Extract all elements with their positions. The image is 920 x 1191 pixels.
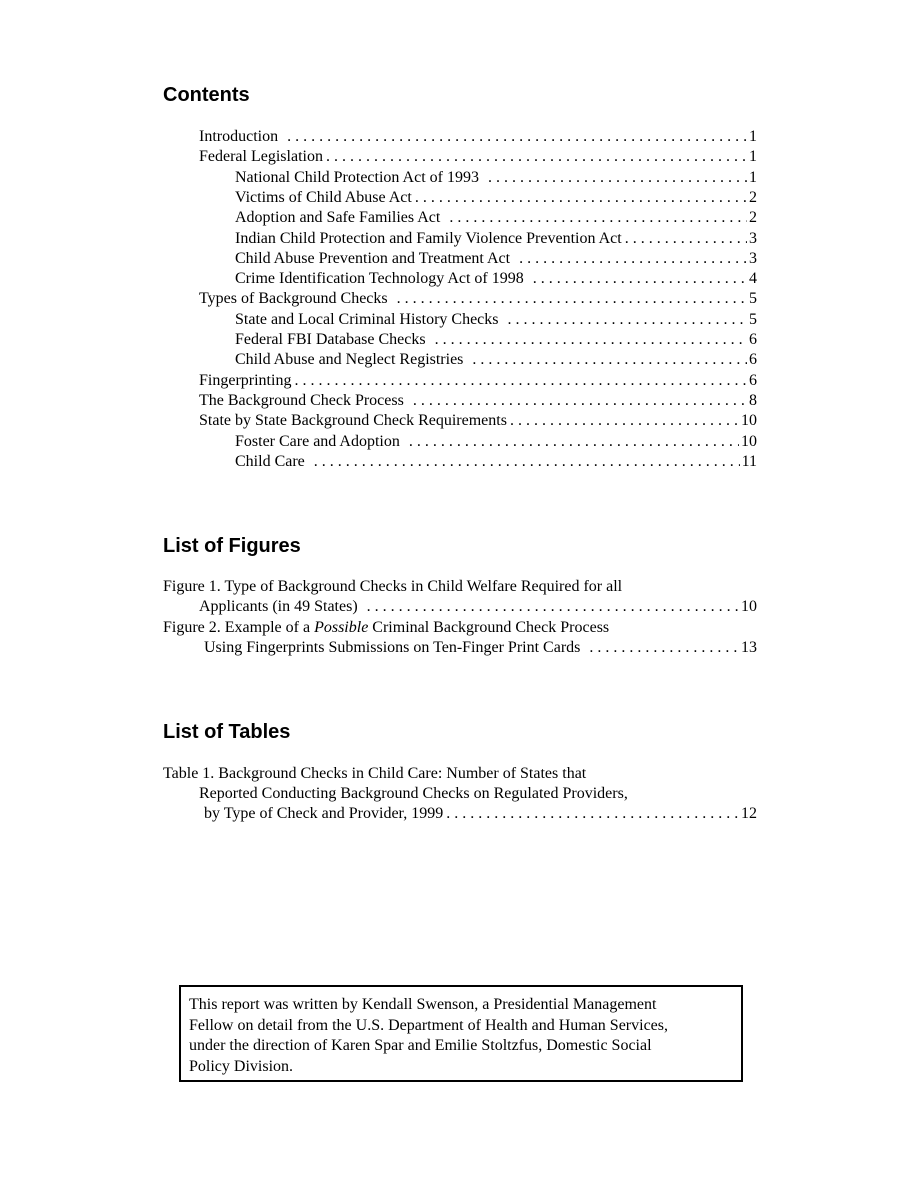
toc-leader-dots [367, 597, 739, 617]
author-note-line-3: under the direction of Karen Spar and Emilie Stoltzfus, Domestic Social [189, 1037, 652, 1054]
toc-entry-federal-fbi-database-checks[interactable] [235, 330, 757, 350]
figure-2-caption-suffix: Criminal Background Check Process [368, 619, 610, 636]
toc-leader-dots [435, 330, 747, 350]
toc-entry-title: State and Local Criminal History Checks [235, 311, 499, 328]
figure-1-caption-line-1: Figure 1. Type of Background Checks in Child Welfare Required for all [163, 578, 623, 595]
toc-leader-dots [287, 127, 747, 147]
table-1-entry[interactable] [204, 804, 757, 824]
toc-entry-title: Fingerprinting [199, 372, 292, 389]
toc-leader-dots [449, 208, 747, 228]
toc-entry-types-of-background-checks[interactable] [199, 289, 757, 309]
author-note-line-2: Fellow on detail from the U.S. Department of Health and Human Services, [189, 1016, 668, 1034]
figure-2-caption-line-1 [163, 618, 609, 638]
toc-entry-page: 5 [749, 311, 757, 328]
toc-entry-title: National Child Protection Act of 1993 [235, 169, 479, 186]
toc-entry-title: The Background Check Process [199, 392, 404, 409]
toc-entry-fingerprinting[interactable] [199, 371, 757, 391]
toc-leader-dots [589, 638, 739, 658]
figure-2-page: 13 [741, 639, 757, 656]
toc-entry-title: Child Care [235, 453, 305, 470]
toc-entry-page: 6 [749, 331, 757, 348]
tables-heading: List of Tables [163, 721, 291, 743]
toc-entry-introduction[interactable] [199, 127, 757, 147]
toc-entry-victims-of-child-abuse-act[interactable] [235, 188, 757, 208]
toc-leader-dots [533, 269, 747, 289]
toc-entry-state-by-state-requirements[interactable] [199, 411, 757, 431]
toc-entry-background-check-process[interactable] [199, 391, 757, 411]
toc-entry-child-abuse-registries[interactable] [235, 350, 757, 370]
toc-leader-dots [510, 411, 739, 431]
toc-leader-dots [508, 310, 748, 330]
toc-entry-page: 5 [749, 290, 757, 307]
toc-entry-national-child-protection-act[interactable] [235, 168, 757, 188]
toc-entry-title: Foster Care and Adoption [235, 433, 400, 450]
toc-entry-page: 1 [749, 128, 757, 145]
contents-heading: Contents [163, 84, 250, 106]
toc-entry-page: 10 [741, 412, 757, 429]
author-note-line-1: This report was written by Kendall Swenson, a Presidential Management [189, 996, 657, 1013]
toc-leader-dots [397, 289, 747, 309]
toc-entry-page: 11 [741, 453, 757, 470]
figure-1-caption-line-2: Applicants (in 49 States) [199, 598, 358, 615]
toc-leader-dots [314, 452, 740, 472]
toc-entry-child-care[interactable] [235, 452, 757, 472]
table-1-caption-line-1: Table 1. Background Checks in Child Care: Number of States that [163, 765, 587, 782]
table-1-caption-line-3: by Type of Check and Provider, 1999 [204, 805, 444, 822]
toc-entry-state-and-local-checks[interactable] [235, 310, 757, 330]
toc-entry-page: 2 [749, 209, 757, 226]
toc-entry-federal-legislation[interactable] [199, 147, 757, 167]
toc-entry-page: 3 [749, 250, 757, 267]
toc-entry-title: Indian Child Protection and Family Violence Prevention Act [235, 230, 622, 247]
table-1-caption-line-2: Reported Conducting Background Checks on Regulated Providers, [199, 785, 628, 802]
figures-heading: List of Figures [163, 535, 301, 557]
toc-entry-child-abuse-prevention-act[interactable] [235, 249, 757, 269]
toc-leader-dots [625, 229, 747, 249]
toc-leader-dots [415, 188, 747, 208]
author-note-line-4: Policy Division. [189, 1057, 294, 1075]
figure-1-page: 10 [741, 598, 757, 615]
toc-entry-title: Adoption and Safe Families Act [235, 209, 441, 226]
toc-leader-dots [519, 249, 747, 269]
figure-1-entry[interactable] [199, 597, 757, 617]
toc-entry-crime-identification-technology-act[interactable] [235, 269, 757, 289]
toc-entry-title: Types of Background Checks [199, 290, 388, 307]
toc-entry-indian-child-protection-act[interactable] [235, 229, 757, 249]
toc-leader-dots [488, 168, 747, 188]
toc-entry-page: 3 [749, 230, 757, 247]
toc-leader-dots [326, 147, 747, 167]
toc-entry-page: 2 [749, 189, 757, 206]
figure-2-entry[interactable] [204, 638, 757, 658]
toc-entry-page: 10 [741, 433, 757, 450]
toc-entry-title: Federal FBI Database Checks [235, 331, 426, 348]
toc-entry-title: Introduction [199, 128, 279, 145]
toc-leader-dots [409, 432, 739, 452]
figure-2-caption-line-2: Using Fingerprints Submissions on Ten-Finger Print Cards [204, 639, 581, 656]
toc-leader-dots [294, 371, 747, 391]
toc-entry-page: 6 [749, 351, 757, 368]
toc-entry-title: State by State Background Check Requirements [199, 412, 507, 429]
toc-entry-title: Victims of Child Abuse Act [235, 189, 412, 206]
toc-entry-page: 1 [749, 148, 757, 165]
toc-entry-page: 4 [749, 270, 757, 287]
author-note-box [179, 985, 743, 1082]
toc-entry-page: 1 [749, 169, 757, 186]
toc-leader-dots [413, 391, 747, 411]
table-1-page: 12 [741, 805, 757, 822]
figure-2-caption-italic: Possible [314, 619, 369, 636]
toc-leader-dots [472, 350, 747, 370]
toc-entry-title: Federal Legislation [199, 148, 323, 165]
toc-entry-title: Child Abuse Prevention and Treatment Act [235, 250, 511, 267]
toc-entry-foster-care-and-adoption[interactable] [235, 432, 757, 452]
toc-entry-page: 6 [749, 372, 757, 389]
toc-entry-page: 8 [749, 392, 757, 409]
toc-leader-dots [446, 804, 739, 824]
toc-entry-title: Child Abuse and Neglect Registries [235, 351, 464, 368]
toc-entry-title: Crime Identification Technology Act of 1998 [235, 270, 524, 287]
toc-entry-adoption-and-safe-families-act[interactable] [235, 208, 757, 228]
figure-2-caption-prefix: Figure 2. Example of a [163, 619, 315, 636]
